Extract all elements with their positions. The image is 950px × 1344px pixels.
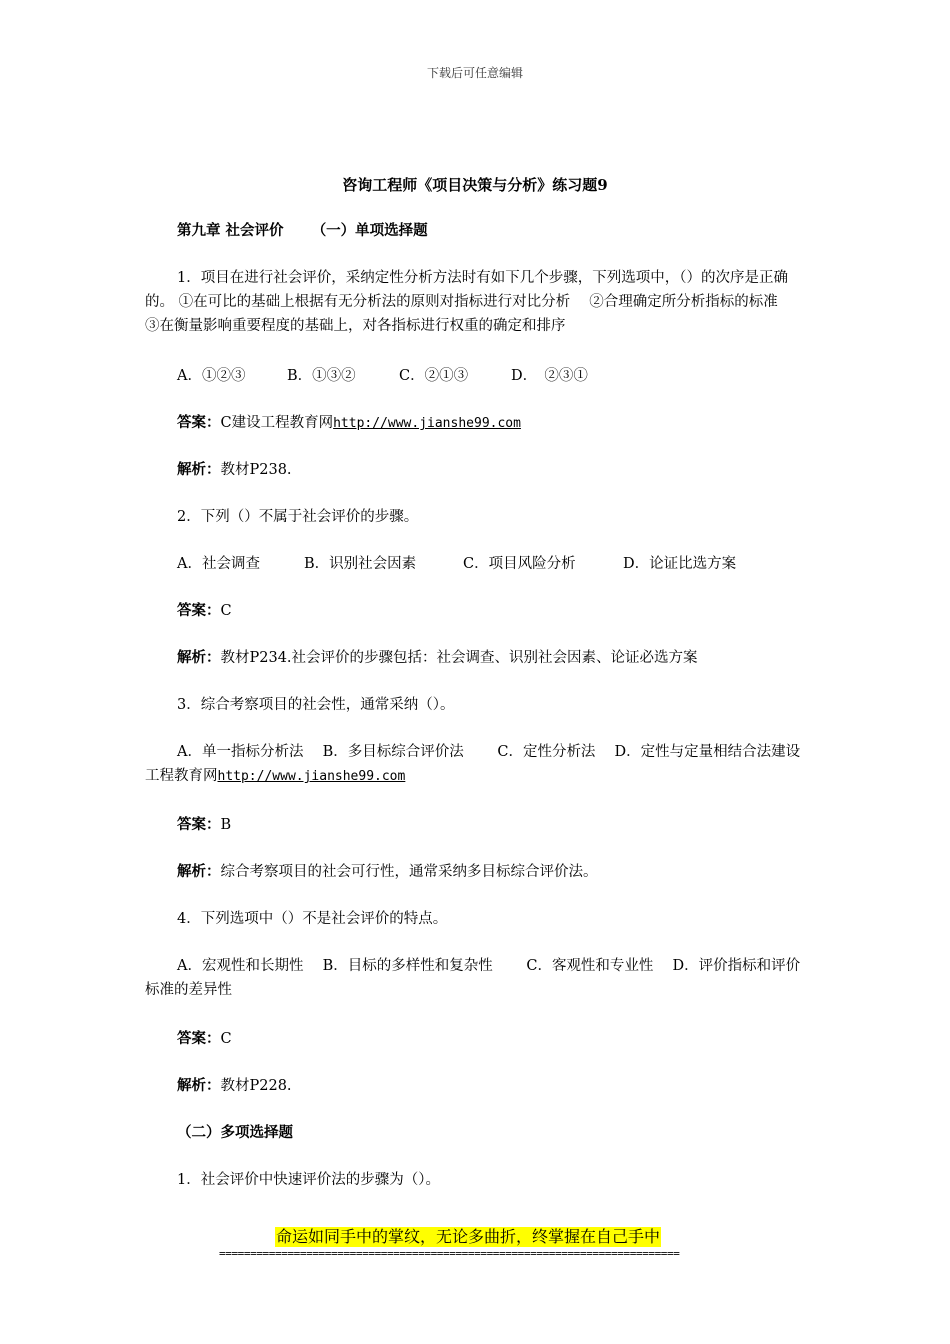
footer-motto: 命运如同手中的掌纹，无论多曲折，终掌握在自己手中: [276, 1227, 661, 1246]
section-type: （一）单项选择题: [311, 222, 428, 239]
multi-question-1-text: 1．社会评价中快速评价法的步骤为（）。: [177, 1172, 440, 1188]
source-link[interactable]: http://www.jianshe99.com: [217, 769, 406, 784]
source-link[interactable]: http://www.jianshe99.com: [333, 416, 521, 431]
analysis-text: 教材P234.社会评价的步骤包括：社会调查、识别社会因素、论证必选方案: [220, 650, 698, 666]
question-1-options: [177, 364, 588, 388]
question-3-text: 3．综合考察项目的社会性，通常采纳（）。: [177, 697, 455, 713]
chapter-label: 第九章 社会评价: [177, 222, 284, 239]
answer-label: 答案：: [177, 816, 221, 833]
answer-value: C: [220, 1031, 232, 1047]
option-d: D．论证比选方案: [623, 556, 737, 572]
option-a: A．①②③: [177, 368, 246, 384]
question-4-text: 4．下列选项中（）不是社会评价的特点。: [177, 911, 448, 927]
question-2-options: [177, 552, 736, 576]
analysis-label: 解析：: [177, 863, 221, 880]
answer-label: 答案：: [177, 414, 221, 431]
option-c: C．项目风险分析: [463, 556, 576, 572]
answer-value: B: [220, 817, 232, 833]
answer-label: 答案：: [177, 1030, 221, 1047]
answer-value: C: [220, 603, 232, 619]
analysis-label: 解析：: [177, 649, 221, 666]
document-title: 咨询工程师《项目决策与分析》练习题9: [342, 176, 608, 194]
analysis-text: 教材P228.: [220, 1078, 292, 1094]
section-heading-single-choice: [177, 219, 428, 243]
option-c: C．②①③: [399, 368, 469, 384]
question-1-answer: [177, 411, 521, 436]
question-2-text: 2．下列（）不属于社会评价的步骤。: [177, 509, 419, 525]
question-3-answer: [177, 813, 231, 837]
section-heading-multiple-choice: （二）多项选择题: [177, 1124, 293, 1141]
answer-source: 建设工程教育网: [231, 415, 334, 431]
option-b: B．识别社会因素: [304, 556, 417, 572]
analysis-label: 解析：: [177, 1077, 221, 1094]
answer-label: 答案：: [177, 602, 221, 619]
option-a: A．社会调查: [177, 556, 260, 572]
answer-value: C: [220, 415, 232, 431]
page-header: 下载后可任意编辑: [426, 66, 523, 80]
question-1-analysis: [177, 458, 292, 482]
question-4-analysis: [177, 1074, 292, 1098]
question-1-text: 1．项目在进行社会评价，采纳定性分析方法时有如下几个步骤，下列选项中，（）的次序是正确的。 ①在可比的基础上根据有无分析法的原则对指标进行对比分析 ②合理确定所分析指标的标准 ③在衡量影响重要程度的基础上，对各指标进行权重的确定和排序: [145, 270, 797, 334]
option-b: B．①③②: [287, 368, 356, 384]
question-4-options: A．宏观性和长期性 B．目标的多样性和复杂性 C．客观性和专业性 D．评价指标和评价标准的差异性: [145, 958, 801, 998]
question-2-analysis: [177, 646, 698, 670]
analysis-label: 解析：: [177, 461, 221, 478]
question-4-answer: [177, 1027, 232, 1051]
question-3-options: [145, 740, 810, 789]
analysis-text: 综合考察项目的社会可行性，通常采纳多目标综合评价法。: [220, 864, 598, 880]
analysis-text: 教材P238.: [220, 462, 292, 478]
question-3-analysis: [177, 860, 598, 884]
option-d: D． ②③①: [511, 368, 588, 384]
question-2-answer: [177, 599, 232, 623]
footer-rule: ==========================================================================: [219, 1247, 680, 1260]
options-text: A．单一指标分析法 B．多目标综合评价法 C．定性分析法 D．定性与定量相结合法建设工程教育网: [145, 744, 801, 784]
